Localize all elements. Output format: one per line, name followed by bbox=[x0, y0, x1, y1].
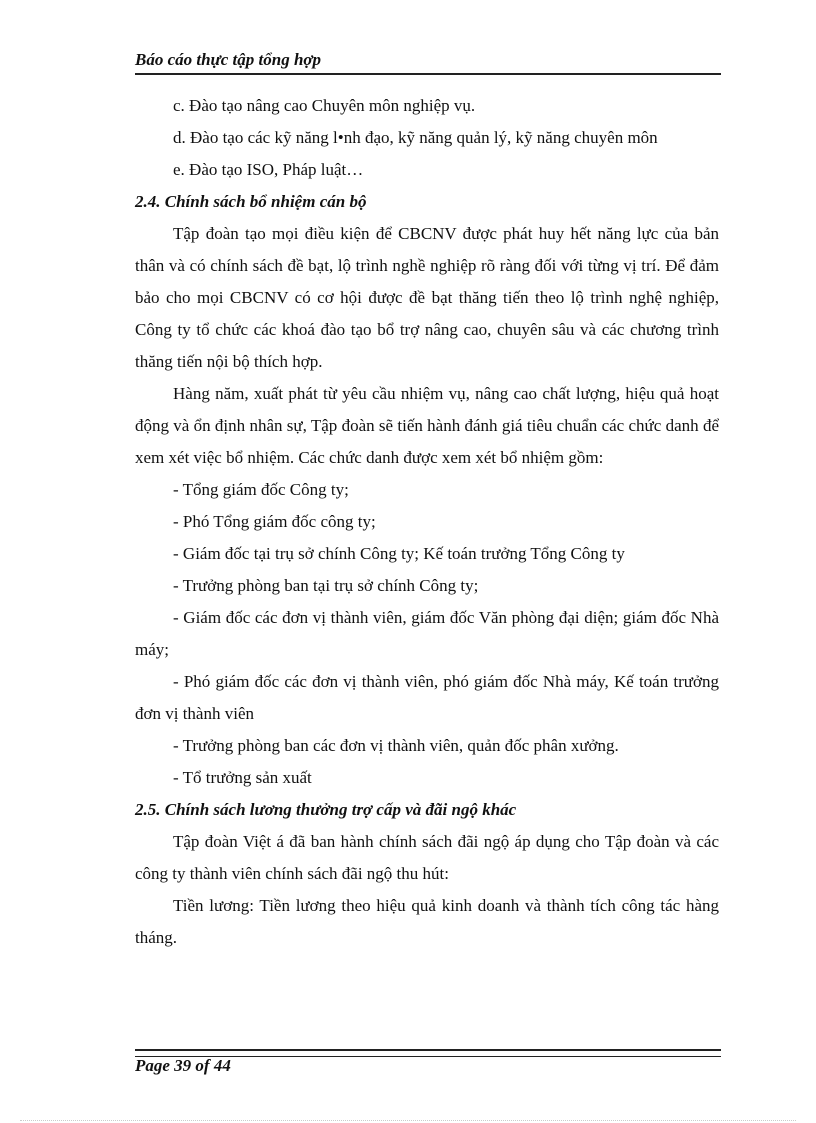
paragraph-2: Hàng năm, xuất phát từ yêu cầu nhiệm vụ, nâng cao chất lượng, hiệu quả hoạt động và ổn định nhân sự, Tập đoàn sẽ tiến hành đánh giá tiêu chuẩn các chức danh để xem xét việc bổ nhiệm. Các chức danh được xem xét bổ nhiệm gồm: bbox=[135, 384, 719, 467]
paragraph-4: Tiền lương: Tiền lương theo hiệu quả kinh doanh và thành tích công tác hàng tháng. bbox=[135, 896, 719, 947]
header-title: Báo cáo thực tập tổng hợp bbox=[135, 50, 322, 69]
training-item-e: e. Đào tạo ISO, Pháp luật… bbox=[173, 160, 364, 179]
training-item-d: d. Đào tạo các kỹ năng l•nh đạo, kỹ năng quản lý, kỹ năng chuyên môn bbox=[173, 128, 658, 147]
training-item-c: c. Đào tạo nâng cao Chuyên môn nghiệp vụ. bbox=[173, 96, 476, 115]
list-item: - Giám đốc tại trụ sở chính Công ty; Kế toán trưởng Tổng Công ty bbox=[173, 544, 625, 563]
section-heading-2-5: 2.5. Chính sách lương thưởng trợ cấp và đãi ngộ khác bbox=[135, 800, 517, 819]
section-heading-2-4: 2.4. Chính sách bổ nhiệm cán bộ bbox=[135, 192, 367, 211]
list-item: - Phó Tổng giám đốc công ty; bbox=[173, 512, 376, 531]
list-item: - Tổng giám đốc Công ty; bbox=[173, 480, 349, 499]
list-item: - Trưởng phòng ban các đơn vị thành viên, quản đốc phân xưởng. bbox=[173, 736, 619, 755]
paragraph-3: Tập đoàn Việt á đã ban hành chính sách đãi ngộ áp dụng cho Tập đoàn và các công ty thành viên chính sách đãi ngộ thu hút: bbox=[135, 832, 719, 883]
document-body bbox=[135, 90, 719, 954]
list-item: - Giám đốc các đơn vị thành viên, giám đốc Văn phòng đại diện; giám đốc Nhà máy; bbox=[135, 608, 719, 659]
list-item: - Phó giám đốc các đơn vị thành viên, phó giám đốc Nhà máy, Kế toán trưởng đơn vị thành viên bbox=[135, 672, 719, 723]
paragraph-1: Tập đoàn tạo mọi điều kiện để CBCNV được phát huy hết năng lực của bản thân và có chính sách đề bạt, lộ trình nghề nghiệp rõ ràng đối với từng vị trí. Để đảm bảo cho mọi CBCNV có cơ hội được đề bạt thăng tiến theo lộ trình nghệ nghiệp, Công ty tổ chức các khoá đào tạo bổ trợ nâng cao, chuyên sâu và các chương trình thăng tiến nội bộ thích hợp. bbox=[135, 224, 719, 371]
page-number: Page 39 of 44 bbox=[135, 1056, 231, 1075]
page-header bbox=[135, 49, 721, 75]
list-item: - Tổ trưởng sản xuất bbox=[173, 768, 312, 787]
page-bottom-divider bbox=[20, 1120, 796, 1121]
list-item: - Trưởng phòng ban tại trụ sở chính Công ty; bbox=[173, 576, 479, 595]
